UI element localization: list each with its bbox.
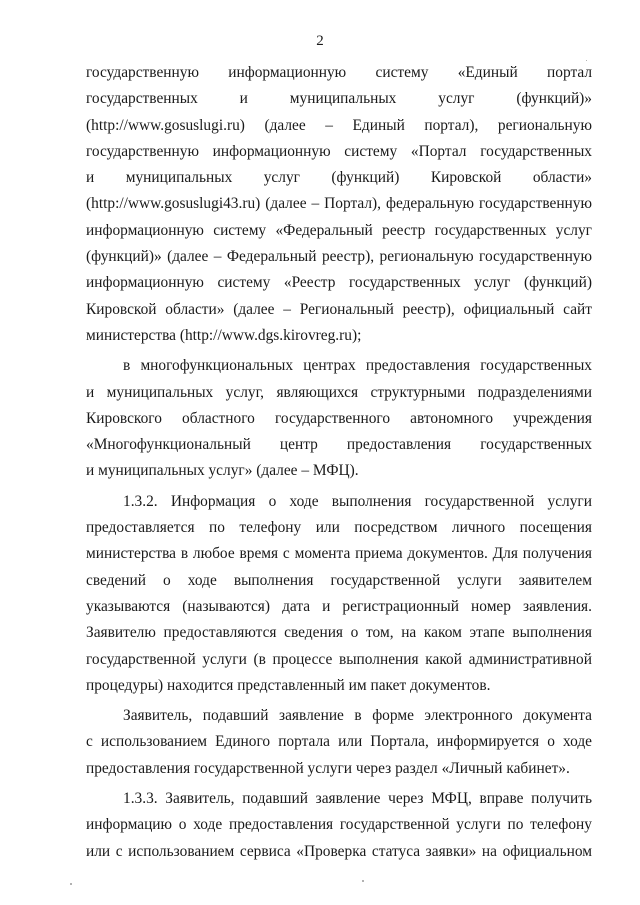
text-line: государственную информационную систему «Портал государственных — [86, 142, 592, 160]
text-line: информационную систему «Реестр государственных услуг (функций) — [86, 274, 592, 292]
paragraph-electronic — [86, 703, 592, 782]
text-line: с использованием Единого портала или Портала, информируется о ходе — [86, 733, 592, 751]
text-line: и муниципальных услуг (функций) Кировской области» — [86, 169, 592, 187]
paragraph-mfc — [86, 353, 592, 484]
text-line: министерства в любое время с момента приема документов. Для получения — [86, 545, 592, 563]
paragraph-1-3-2 — [86, 489, 592, 699]
text-line: «Многофункциональный центр предоставления государственных — [86, 436, 592, 454]
text-line: и муниципальных услуг, являющихся структурными подразделениями — [86, 383, 592, 401]
scan-speck — [362, 880, 364, 882]
text-line: предоставления государственной услуги через раздел «Личный кабинет». — [86, 759, 570, 777]
text-line: предоставляется по телефону или посредством личного посещения — [86, 519, 592, 537]
text-line: Заявителю предоставляются сведения о том, на каком этапе выполнения — [86, 624, 592, 642]
text-line: государственной услуги (в процессе выполнения какой административной — [86, 650, 592, 668]
text-line: 1.3.3. Заявитель, подавший заявление через МФЦ, вправе получить — [123, 790, 592, 808]
paragraph-1-3-3 — [86, 786, 592, 865]
text-line: Кировской области» (далее – Региональный реестр), официальный сайт — [86, 300, 592, 318]
text-line: информацию о ходе предоставления государственной услуги по телефону — [86, 816, 592, 834]
text-line: и муниципальных услуг» (далее – МФЦ). — [86, 462, 359, 480]
paragraph-portals — [86, 60, 592, 349]
scan-speck — [586, 60, 587, 61]
text-line: (функций)» (далее – Федеральный реестр), региональную государственную — [86, 248, 592, 266]
text-line: (http://www.gosuslugi43.ru) (далее – Портал), федеральную государственную — [86, 195, 592, 213]
text-line: сведений о ходе выполнения государственной услуги заявителем — [86, 571, 592, 589]
document-body — [86, 60, 592, 865]
scan-speck — [70, 883, 72, 885]
page-number: 2 — [316, 33, 324, 49]
text-line: государственных и муниципальных услуг (функций)» — [86, 90, 592, 108]
text-line: или с использованием сервиса «Проверка статуса заявки» на официальном — [86, 842, 592, 860]
text-line: в многофункциональных центрах предоставления государственных — [123, 357, 592, 375]
text-line: министерства (http://www.dgs.kirovreg.ru); — [86, 326, 362, 344]
text-line: 1.3.2. Информация о ходе выполнения государственной услуги — [123, 492, 592, 510]
text-line: информационную систему «Федеральный реестр государственных услуг — [86, 221, 592, 239]
text-line: указываются (называются) дата и регистрационный номер заявления. — [86, 597, 592, 615]
text-line: (http://www.gosuslugi.ru) (далее – Единый портал), региональную — [86, 116, 592, 134]
text-line: государственную информационную систему «Единый портал — [86, 64, 592, 81]
text-line: Кировского областного государственного автономного учреждения — [86, 409, 592, 427]
text-line: процедуры) находится представленный им пакет документов. — [86, 676, 491, 694]
text-line: Заявитель, подавший заявление в форме электронного документа — [123, 707, 592, 725]
